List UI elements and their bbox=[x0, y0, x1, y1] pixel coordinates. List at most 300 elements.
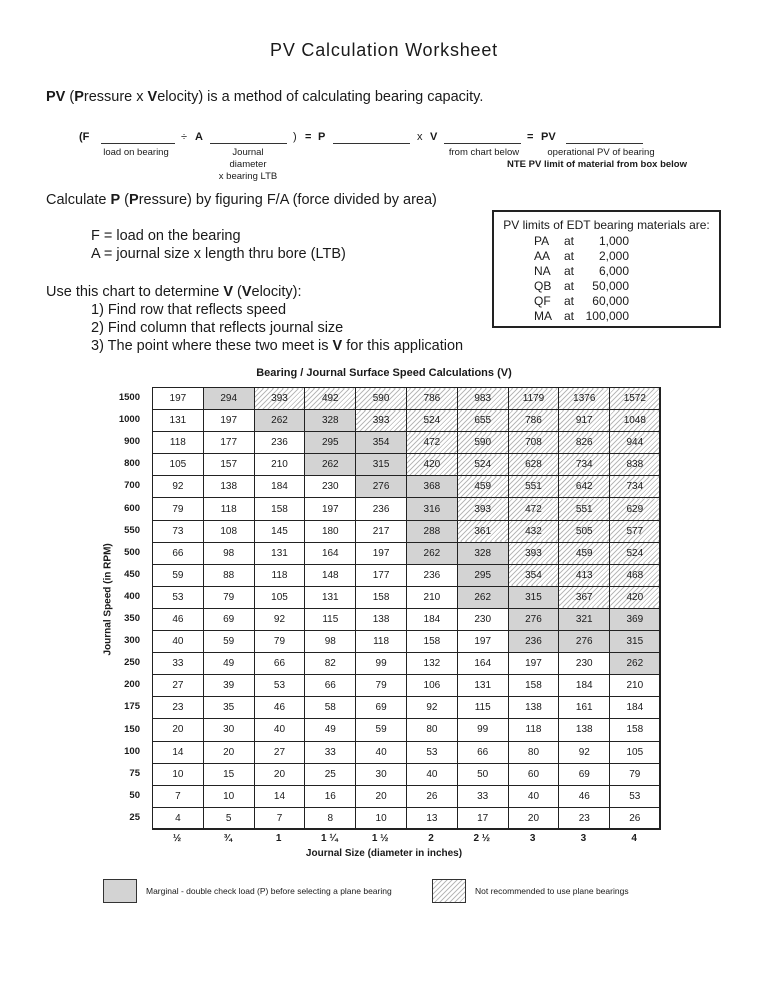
pv-limit-at: at bbox=[564, 279, 575, 293]
table-cell: 7 bbox=[153, 785, 204, 807]
table-cell: 88 bbox=[203, 564, 254, 586]
table-row bbox=[153, 653, 661, 675]
table-cell: 158 bbox=[610, 719, 661, 741]
pv-limit-row bbox=[494, 309, 719, 324]
table-cell: 46 bbox=[559, 785, 610, 807]
table-cell: 23 bbox=[559, 807, 610, 829]
table-cell: 628 bbox=[508, 454, 559, 476]
pv-limit-at: at bbox=[564, 249, 575, 263]
table-cell: 184 bbox=[254, 476, 305, 498]
table-cell: 66 bbox=[305, 675, 356, 697]
table-cell: 49 bbox=[305, 719, 356, 741]
table-cell: 354 bbox=[356, 432, 407, 454]
table-row bbox=[153, 564, 661, 586]
calc-p-p: P bbox=[110, 192, 121, 208]
table-cell: 708 bbox=[508, 432, 559, 454]
table-row bbox=[153, 476, 661, 498]
intro-text bbox=[46, 89, 483, 105]
table-cell: 315 bbox=[508, 586, 559, 608]
formula-open: (F bbox=[79, 131, 90, 143]
table-cell: 197 bbox=[203, 410, 254, 432]
pv-limits-box bbox=[492, 210, 721, 328]
table-cell: 158 bbox=[356, 586, 407, 608]
row-label: 175 bbox=[124, 701, 140, 713]
formula-v: V bbox=[430, 131, 438, 143]
row-label: 450 bbox=[124, 568, 140, 580]
sub-f: load on bearing bbox=[103, 147, 169, 158]
table-cell: 197 bbox=[153, 388, 204, 410]
table-cell: 99 bbox=[356, 653, 407, 675]
table-cell: 524 bbox=[610, 542, 661, 564]
table-cell: 217 bbox=[356, 520, 407, 542]
table-cell: 131 bbox=[153, 410, 204, 432]
use-chart-post: elocity): bbox=[251, 284, 302, 300]
table-cell: 40 bbox=[508, 785, 559, 807]
table-cell: 33 bbox=[457, 785, 508, 807]
row-label: 1000 bbox=[118, 414, 140, 426]
table-cell: 262 bbox=[406, 542, 457, 564]
table-cell: 368 bbox=[406, 476, 457, 498]
table-cell: 262 bbox=[610, 653, 661, 675]
table-cell: 944 bbox=[610, 432, 661, 454]
table-cell: 118 bbox=[508, 719, 559, 741]
table-cell: 158 bbox=[406, 631, 457, 653]
table-cell: 17 bbox=[457, 807, 508, 829]
table-cell: 210 bbox=[610, 675, 661, 697]
formula-eq1: = bbox=[305, 131, 312, 143]
table-cell: 1376 bbox=[559, 388, 610, 410]
pv-limit-name: QB bbox=[534, 279, 552, 293]
table-cell: 158 bbox=[508, 675, 559, 697]
column-label: 1 bbox=[275, 833, 282, 844]
table-cell: 4 bbox=[153, 807, 204, 829]
table-cell: 118 bbox=[254, 564, 305, 586]
table-cell: 80 bbox=[406, 719, 457, 741]
table-cell: 20 bbox=[508, 807, 559, 829]
table-cell: 369 bbox=[610, 608, 661, 630]
table-cell: 276 bbox=[559, 631, 610, 653]
table-cell: 132 bbox=[406, 653, 457, 675]
table-cell: 468 bbox=[610, 564, 661, 586]
pv-limit-at: at bbox=[564, 264, 575, 278]
row-label: 700 bbox=[124, 480, 140, 492]
pv-limit-value: 60,000 bbox=[592, 294, 629, 308]
table-cell: 66 bbox=[254, 653, 305, 675]
table-cell: 10 bbox=[356, 807, 407, 829]
calc-p-pre: Calculate bbox=[46, 192, 111, 208]
sub-a-line2: diameter bbox=[229, 159, 267, 170]
table-cell: 983 bbox=[457, 388, 508, 410]
table-cell: 131 bbox=[305, 586, 356, 608]
row-label: 500 bbox=[124, 546, 140, 558]
table-cell: 786 bbox=[406, 388, 457, 410]
row-label: 100 bbox=[124, 745, 140, 757]
table-cell: 53 bbox=[254, 675, 305, 697]
table-cell: 197 bbox=[356, 542, 407, 564]
table-cell: 276 bbox=[508, 608, 559, 630]
column-label: ½ bbox=[172, 833, 182, 844]
table-cell: 413 bbox=[559, 564, 610, 586]
table-cell: 40 bbox=[406, 763, 457, 785]
table-row bbox=[153, 785, 661, 807]
table-cell: 629 bbox=[610, 498, 661, 520]
table-cell: 40 bbox=[153, 631, 204, 653]
table-cell: 16 bbox=[305, 785, 356, 807]
intro-rest: elocity) is a method of calculating bearing capacity. bbox=[157, 89, 484, 105]
sub-a-line3: x bearing LTB bbox=[218, 171, 278, 182]
table-cell: 315 bbox=[610, 631, 661, 653]
table-cell: 826 bbox=[559, 432, 610, 454]
pv-limit-name: AA bbox=[534, 249, 551, 263]
table-cell: 786 bbox=[508, 410, 559, 432]
table-cell: 53 bbox=[406, 741, 457, 763]
table-cell: 917 bbox=[559, 410, 610, 432]
table-cell: 577 bbox=[610, 520, 661, 542]
table-cell: 655 bbox=[457, 410, 508, 432]
formula-eq2: = bbox=[527, 131, 534, 143]
row-label: 300 bbox=[124, 635, 140, 647]
table-cell: 197 bbox=[457, 631, 508, 653]
table-cell: 590 bbox=[356, 388, 407, 410]
table-cell: 210 bbox=[254, 454, 305, 476]
pv-limit-value: 50,000 bbox=[592, 279, 629, 293]
table-cell: 295 bbox=[305, 432, 356, 454]
calc-p-p2: P bbox=[129, 192, 139, 208]
table-cell: 105 bbox=[153, 454, 204, 476]
table-cell: 420 bbox=[610, 586, 661, 608]
table-cell: 551 bbox=[559, 498, 610, 520]
table-cell: 177 bbox=[356, 564, 407, 586]
table-cell: 316 bbox=[406, 498, 457, 520]
table-cell: 26 bbox=[610, 807, 661, 829]
table-cell: 79 bbox=[610, 763, 661, 785]
nte-note: NTE PV limit of material from box below bbox=[507, 159, 687, 170]
table-cell: 138 bbox=[356, 608, 407, 630]
column-label: 1 ¼ bbox=[321, 833, 338, 844]
table-cell: 14 bbox=[153, 741, 204, 763]
intro-v: V bbox=[147, 89, 158, 105]
table-cell: 367 bbox=[559, 586, 610, 608]
column-label: 3 bbox=[529, 833, 536, 844]
step-2: 2) Find column that reflects journal size bbox=[91, 320, 344, 336]
table-cell: 79 bbox=[356, 675, 407, 697]
table-row bbox=[153, 763, 661, 785]
table-cell: 92 bbox=[559, 741, 610, 763]
table-cell: 230 bbox=[305, 476, 356, 498]
column-label: 4 bbox=[631, 833, 637, 844]
row-label: 50 bbox=[129, 789, 140, 801]
table-cell: 177 bbox=[203, 432, 254, 454]
intro-open: ( bbox=[65, 89, 75, 105]
table-cell: 328 bbox=[457, 542, 508, 564]
table-cell: 315 bbox=[356, 454, 407, 476]
use-chart-text bbox=[46, 284, 301, 300]
sub-a bbox=[208, 147, 288, 183]
table-row bbox=[153, 697, 661, 719]
table-cell: 276 bbox=[356, 476, 407, 498]
legend-marginal: Marginal - double check load (P) before selecting a plane bearing bbox=[146, 886, 392, 896]
table-cell: 53 bbox=[610, 785, 661, 807]
table-cell: 33 bbox=[305, 741, 356, 763]
table-cell: 472 bbox=[508, 498, 559, 520]
row-label: 75 bbox=[129, 767, 140, 779]
table-cell: 164 bbox=[457, 653, 508, 675]
table-cell: 73 bbox=[153, 520, 204, 542]
table-cell: 80 bbox=[508, 741, 559, 763]
pv-limit-value: 1,000 bbox=[598, 234, 629, 248]
table-cell: 79 bbox=[153, 498, 204, 520]
blank-p bbox=[333, 131, 410, 149]
formula-pv: PV bbox=[541, 131, 556, 143]
table-row bbox=[153, 741, 661, 763]
table-cell: 230 bbox=[457, 608, 508, 630]
pv-limit-name: MA bbox=[534, 309, 552, 323]
table-row bbox=[153, 454, 661, 476]
sub-a-line1: Journal bbox=[232, 147, 264, 158]
pv-limit-name: QF bbox=[534, 294, 551, 308]
marginal-swatch bbox=[103, 879, 137, 903]
table-cell: 66 bbox=[457, 741, 508, 763]
table-cell: 505 bbox=[559, 520, 610, 542]
table-cell: 1048 bbox=[610, 410, 661, 432]
table-cell: 164 bbox=[305, 542, 356, 564]
table-cell: 1179 bbox=[508, 388, 559, 410]
pv-limit-name: PA bbox=[534, 234, 550, 248]
sub-v: from chart below bbox=[448, 147, 520, 158]
column-label: ¾ bbox=[223, 833, 232, 844]
table-cell: 734 bbox=[559, 454, 610, 476]
table-cell: 230 bbox=[559, 653, 610, 675]
table-cell: 46 bbox=[153, 608, 204, 630]
table-cell: 184 bbox=[406, 608, 457, 630]
table-row bbox=[153, 520, 661, 542]
pv-limit-value: 100,000 bbox=[585, 309, 629, 323]
table-cell: 157 bbox=[203, 454, 254, 476]
pv-limit-row bbox=[494, 294, 719, 309]
formula-p: P bbox=[318, 131, 326, 143]
table-cell: 1572 bbox=[610, 388, 661, 410]
table-cell: 59 bbox=[153, 564, 204, 586]
legend-not-recommended: Not recommended to use plane bearings bbox=[475, 886, 629, 896]
table-row bbox=[153, 719, 661, 741]
row-label: 900 bbox=[124, 436, 140, 448]
table-cell: 262 bbox=[305, 454, 356, 476]
intro-pv: PV bbox=[46, 89, 66, 105]
step-3-pre: 3) The point where these two meet is bbox=[91, 338, 333, 354]
table-cell: 20 bbox=[254, 763, 305, 785]
table-title: Bearing / Journal Surface Speed Calculations (V) bbox=[256, 367, 512, 379]
pv-limit-value: 6,000 bbox=[598, 264, 629, 278]
step-3-v: V bbox=[332, 338, 343, 354]
table-cell: 92 bbox=[406, 697, 457, 719]
table-row bbox=[153, 388, 661, 410]
page-title: PV Calculation Worksheet bbox=[270, 40, 498, 60]
table-cell: 642 bbox=[559, 476, 610, 498]
table-cell: 328 bbox=[305, 410, 356, 432]
table-cell: 492 bbox=[305, 388, 356, 410]
table-cell: 118 bbox=[356, 631, 407, 653]
table-cell: 131 bbox=[254, 542, 305, 564]
table-row bbox=[153, 432, 661, 454]
use-chart-v2: V bbox=[241, 284, 252, 300]
table-cell: 105 bbox=[254, 586, 305, 608]
table-cell: 20 bbox=[153, 719, 204, 741]
calc-p-post: ressure) by figuring F/A (force divided by area) bbox=[138, 192, 437, 208]
table-cell: 734 bbox=[610, 476, 661, 498]
table-cell: 210 bbox=[406, 586, 457, 608]
table-cell: 393 bbox=[508, 542, 559, 564]
calc-p-mid: ( bbox=[120, 192, 130, 208]
table-cell: 138 bbox=[203, 476, 254, 498]
formula-close: ) bbox=[293, 131, 297, 143]
table-cell: 138 bbox=[559, 719, 610, 741]
use-chart-pre: Use this chart to determine bbox=[46, 284, 224, 300]
table-row bbox=[153, 675, 661, 697]
table-cell: 118 bbox=[153, 432, 204, 454]
row-label: 25 bbox=[129, 811, 140, 823]
pv-limit-at: at bbox=[564, 294, 575, 308]
row-label: 550 bbox=[124, 524, 140, 536]
table-cell: 197 bbox=[305, 498, 356, 520]
table-cell: 35 bbox=[203, 697, 254, 719]
table-row bbox=[153, 542, 661, 564]
table-cell: 69 bbox=[203, 608, 254, 630]
table-cell: 99 bbox=[457, 719, 508, 741]
table-cell: 98 bbox=[305, 631, 356, 653]
pv-limit-row bbox=[494, 249, 719, 264]
column-label: 1 ½ bbox=[371, 833, 389, 844]
table-row bbox=[153, 410, 661, 432]
table-cell: 148 bbox=[305, 564, 356, 586]
pv-limit-at: at bbox=[564, 234, 575, 248]
table-cell: 184 bbox=[559, 675, 610, 697]
table-cell: 50 bbox=[457, 763, 508, 785]
table-cell: 10 bbox=[153, 763, 204, 785]
pv-limit-value: 2,000 bbox=[598, 249, 629, 263]
table-cell: 524 bbox=[457, 454, 508, 476]
use-chart-v: V bbox=[223, 284, 233, 300]
table-cell: 82 bbox=[305, 653, 356, 675]
table-cell: 161 bbox=[559, 697, 610, 719]
definition-a: A = journal size x length thru bore (LTB) bbox=[91, 246, 346, 262]
table-row bbox=[153, 807, 661, 829]
table-cell: 108 bbox=[203, 520, 254, 542]
table-row bbox=[153, 498, 661, 520]
row-label: 1500 bbox=[118, 392, 140, 403]
table-row bbox=[153, 586, 661, 608]
calc-p-text bbox=[46, 192, 437, 208]
table-cell: 361 bbox=[457, 520, 508, 542]
table-cell: 838 bbox=[610, 454, 661, 476]
table-cell: 46 bbox=[254, 697, 305, 719]
column-label: 2 ½ bbox=[473, 833, 491, 844]
table-cell: 53 bbox=[153, 586, 204, 608]
table-cell: 118 bbox=[203, 498, 254, 520]
table-cell: 472 bbox=[406, 432, 457, 454]
table-cell: 49 bbox=[203, 653, 254, 675]
pv-limit-name: NA bbox=[534, 264, 551, 278]
table-cell: 8 bbox=[305, 807, 356, 829]
table-cell: 30 bbox=[203, 719, 254, 741]
table-cell: 92 bbox=[153, 476, 204, 498]
table-cell: 184 bbox=[610, 697, 661, 719]
table-cell: 590 bbox=[457, 432, 508, 454]
table-cell: 20 bbox=[203, 741, 254, 763]
table-cell: 354 bbox=[508, 564, 559, 586]
table-cell: 138 bbox=[508, 697, 559, 719]
table-cell: 432 bbox=[508, 520, 559, 542]
step-3-post: for this application bbox=[342, 338, 464, 354]
pv-limit-row bbox=[494, 264, 719, 279]
definition-f: F = load on the bearing bbox=[91, 228, 241, 244]
y-axis-label: Journal Speed (in RPM) bbox=[102, 543, 114, 656]
not-recommended-swatch bbox=[432, 879, 466, 903]
table-cell: 262 bbox=[254, 410, 305, 432]
pv-limit-row bbox=[494, 234, 719, 249]
table-cell: 236 bbox=[356, 498, 407, 520]
table-cell: 27 bbox=[254, 741, 305, 763]
table-cell: 27 bbox=[153, 675, 204, 697]
table-cell: 7 bbox=[254, 807, 305, 829]
table-cell: 5 bbox=[203, 807, 254, 829]
table-cell: 236 bbox=[406, 564, 457, 586]
table-cell: 25 bbox=[305, 763, 356, 785]
table-cell: 236 bbox=[508, 631, 559, 653]
table-cell: 69 bbox=[559, 763, 610, 785]
table-cell: 59 bbox=[356, 719, 407, 741]
table-cell: 158 bbox=[254, 498, 305, 520]
table-cell: 236 bbox=[254, 432, 305, 454]
row-label: 800 bbox=[124, 458, 140, 470]
table-cell: 420 bbox=[406, 454, 457, 476]
formula-a: A bbox=[195, 131, 203, 143]
column-label: 3 bbox=[580, 833, 587, 844]
table-cell: 262 bbox=[457, 586, 508, 608]
row-label: 250 bbox=[124, 657, 140, 669]
pv-limit-at: at bbox=[564, 309, 575, 323]
table-cell: 13 bbox=[406, 807, 457, 829]
intro-p: P bbox=[74, 89, 84, 105]
row-label: 400 bbox=[124, 590, 140, 602]
row-label: 150 bbox=[124, 723, 140, 735]
formula-x: x bbox=[417, 131, 423, 143]
table-cell: 92 bbox=[254, 608, 305, 630]
table-cell: 288 bbox=[406, 520, 457, 542]
table-cell: 40 bbox=[356, 741, 407, 763]
table-row bbox=[153, 631, 661, 653]
table-cell: 294 bbox=[203, 388, 254, 410]
table-cell: 58 bbox=[305, 697, 356, 719]
table-cell: 393 bbox=[356, 410, 407, 432]
intro-ressure: ressure x bbox=[83, 89, 148, 105]
step-1: 1) Find row that reflects speed bbox=[91, 302, 287, 318]
table-cell: 79 bbox=[254, 631, 305, 653]
table-cell: 551 bbox=[508, 476, 559, 498]
table-cell: 459 bbox=[457, 476, 508, 498]
x-axis-label: Journal Size (diameter in inches) bbox=[305, 848, 463, 859]
use-chart-mid: ( bbox=[232, 284, 242, 300]
table-cell: 69 bbox=[356, 697, 407, 719]
table-cell: 105 bbox=[610, 741, 661, 763]
table-cell: 295 bbox=[457, 564, 508, 586]
table-cell: 40 bbox=[254, 719, 305, 741]
table-cell: 59 bbox=[203, 631, 254, 653]
table-cell: 321 bbox=[559, 608, 610, 630]
table-cell: 14 bbox=[254, 785, 305, 807]
table-cell: 33 bbox=[153, 653, 204, 675]
table-cell: 131 bbox=[457, 675, 508, 697]
table-cell: 60 bbox=[508, 763, 559, 785]
